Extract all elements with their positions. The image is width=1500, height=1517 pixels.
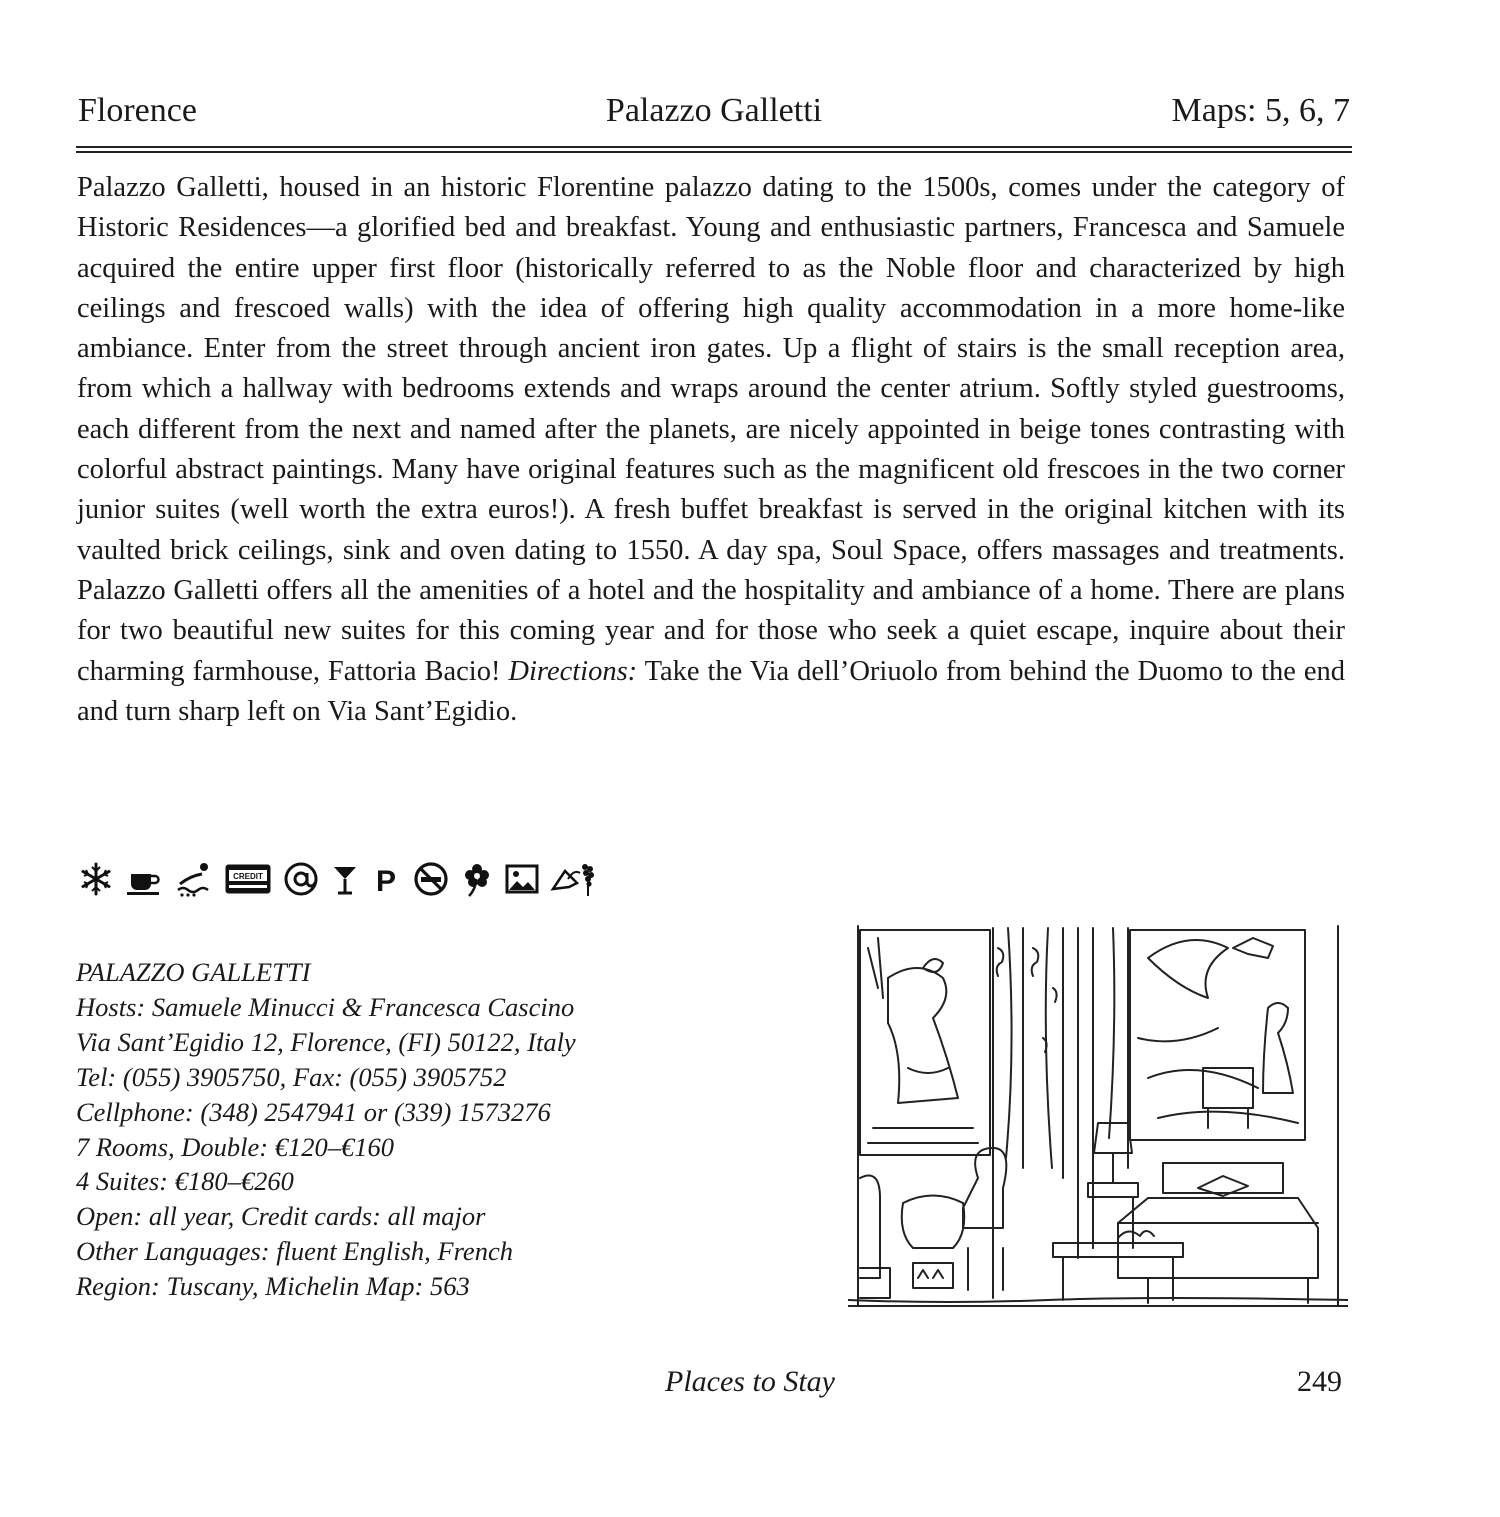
flower-icon [460,859,494,899]
listing-region: Region: Tuscany, Michelin Map: 563 [76,1271,470,1302]
wine-region-icon [550,859,596,899]
parking-icon [370,859,402,899]
picture-icon [504,859,540,899]
page-number: 249 [1297,1365,1342,1398]
no-smoking-icon [412,859,450,899]
breakfast-cup-icon [124,859,164,899]
hotel-description [77,168,1345,732]
credit-card-label: CREDIT [233,872,263,881]
credit-card-icon [224,859,272,899]
listing-languages: Other Languages: fluent English, French [76,1236,513,1267]
header-city: Florence [78,92,197,129]
header-hotel-name: Palazzo Galletti [605,92,823,129]
header-maps: Maps: 5, 6, 7 [1171,92,1350,129]
listing-open: Open: all year, Credit cards: all major [76,1201,486,1232]
listing-details [76,955,796,1304]
directions-label: Directions: [508,655,638,687]
header-rule-top [76,146,1352,148]
directions-text: Take the Via dell’Oriuolo from behind the Duomo to the end and turn sharp left on Via Sant’Egidio. [77,655,1345,727]
listing-tel-fax: Tel: (055) 3905750, Fax: (055) 3905752 [76,1061,507,1092]
amenity-icons [78,858,596,900]
header-rule-bottom [76,151,1352,153]
svg-text:P: P [375,865,397,897]
spa-icon [174,859,214,899]
description-text: Palazzo Galletti, housed in an historic Florentine palazzo dating to the 1500s, comes under the category of Historic Residences—a glorified bed and breakfast. Young and enthusiastic partners, Francesca and Samuele acquired the entire upper first floor (historically referred to as the Noble floor and characterized by high ceilings and frescoed walls) with the idea of offering high quality accommodation in a more home-like ambiance. Enter from the street through ancient iron gates. Up a flight of stairs is the small reception area, from which a hallway with bedrooms extends and wraps around the center atrium. Softly styled guestrooms, each different from the next and named after the planets, are nicely appointed in beige tones contrasting with colorful abstract paintings. Many have original features such as the magnificent old frescoes in the two corner junior suites (well worth the extra euros!). A fresh buffet breakfast is served in the original kitchen with its vaulted brick ceilings, sink and oven dating to 1550. A day spa, Soul Space, offers massages and treatments. Palazzo Galletti offers all the amenities of a hotel and the hospitality and ambiance of a home. There are plans for two beautiful new suites for this coming year and for those who seek a quiet escape, inquire about their charming farmhouse, Fattoria Bacio! [77,172,1345,687]
listing-hosts: Hosts: Samuele Minucci & Francesca Cascino [76,991,575,1022]
cocktail-icon [330,859,360,899]
footer-section-title: Places to Stay [665,1365,835,1398]
listing-address: Via Sant’Egidio 12, Florence, (FI) 50122, Italy [76,1026,576,1057]
listing-cellphone: Cellphone: (348) 2547941 or (339) 1573276 [76,1096,551,1127]
running-header [78,92,1350,138]
bedroom-illustration [848,918,1348,1310]
listing-suites: 4 Suites: €180–€260 [76,1166,294,1197]
at-sign-icon [282,859,320,899]
listing-name: PALAZZO GALLETTI [76,957,311,987]
snowflake-icon [78,859,114,899]
listing-rooms: 7 Rooms, Double: €120–€160 [76,1131,394,1162]
